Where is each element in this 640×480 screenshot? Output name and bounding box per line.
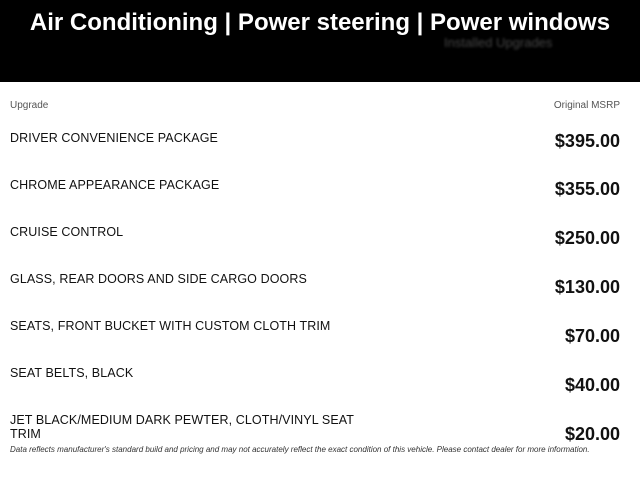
upgrade-name: SEAT BELTS, BLACK bbox=[10, 366, 134, 380]
upgrade-price: $20.00 bbox=[564, 424, 620, 444]
upgrade-price: $40.00 bbox=[564, 375, 620, 395]
upgrade-price: $130.00 bbox=[554, 277, 620, 297]
features-banner bbox=[0, 0, 640, 82]
table-row bbox=[10, 222, 620, 269]
column-header-upgrade: Upgrade bbox=[10, 100, 49, 111]
banner-faded-caption: Installed Upgrades bbox=[444, 35, 553, 50]
pricing-disclaimer: Data reflects manufacturer's standard build and pricing and may not accurately reflect the exact condition of this vehicle. Please contact dealer for more information. bbox=[10, 445, 590, 454]
upgrade-name: JET BLACK/MEDIUM DARK PEWTER, CLOTH/VINYL SEAT TRIM bbox=[10, 413, 354, 441]
upgrade-name: GLASS, REAR DOORS AND SIDE CARGO DOORS bbox=[10, 272, 307, 286]
upgrade-name: CRUISE CONTROL bbox=[10, 225, 124, 239]
upgrade-name: SEATS, FRONT BUCKET WITH CUSTOM CLOTH TRIM bbox=[10, 319, 331, 333]
upgrade-price: $70.00 bbox=[564, 326, 620, 346]
upgrade-name: CHROME APPEARANCE PACKAGE bbox=[10, 178, 220, 192]
banner-title: Air Conditioning | Power steering | Power windows bbox=[29, 9, 611, 36]
upgrade-price: $355.00 bbox=[554, 179, 620, 199]
upgrade-price: $395.00 bbox=[554, 131, 620, 151]
table-row bbox=[10, 363, 620, 410]
table-row bbox=[10, 175, 620, 222]
table-header bbox=[10, 100, 620, 114]
upgrades-list bbox=[10, 128, 620, 457]
table-row bbox=[10, 128, 620, 175]
upgrade-price: $250.00 bbox=[554, 228, 620, 248]
table-row bbox=[10, 316, 620, 363]
upgrade-name: DRIVER CONVENIENCE PACKAGE bbox=[10, 131, 218, 145]
table-row bbox=[10, 269, 620, 316]
column-header-msrp: Original MSRP bbox=[553, 100, 620, 111]
